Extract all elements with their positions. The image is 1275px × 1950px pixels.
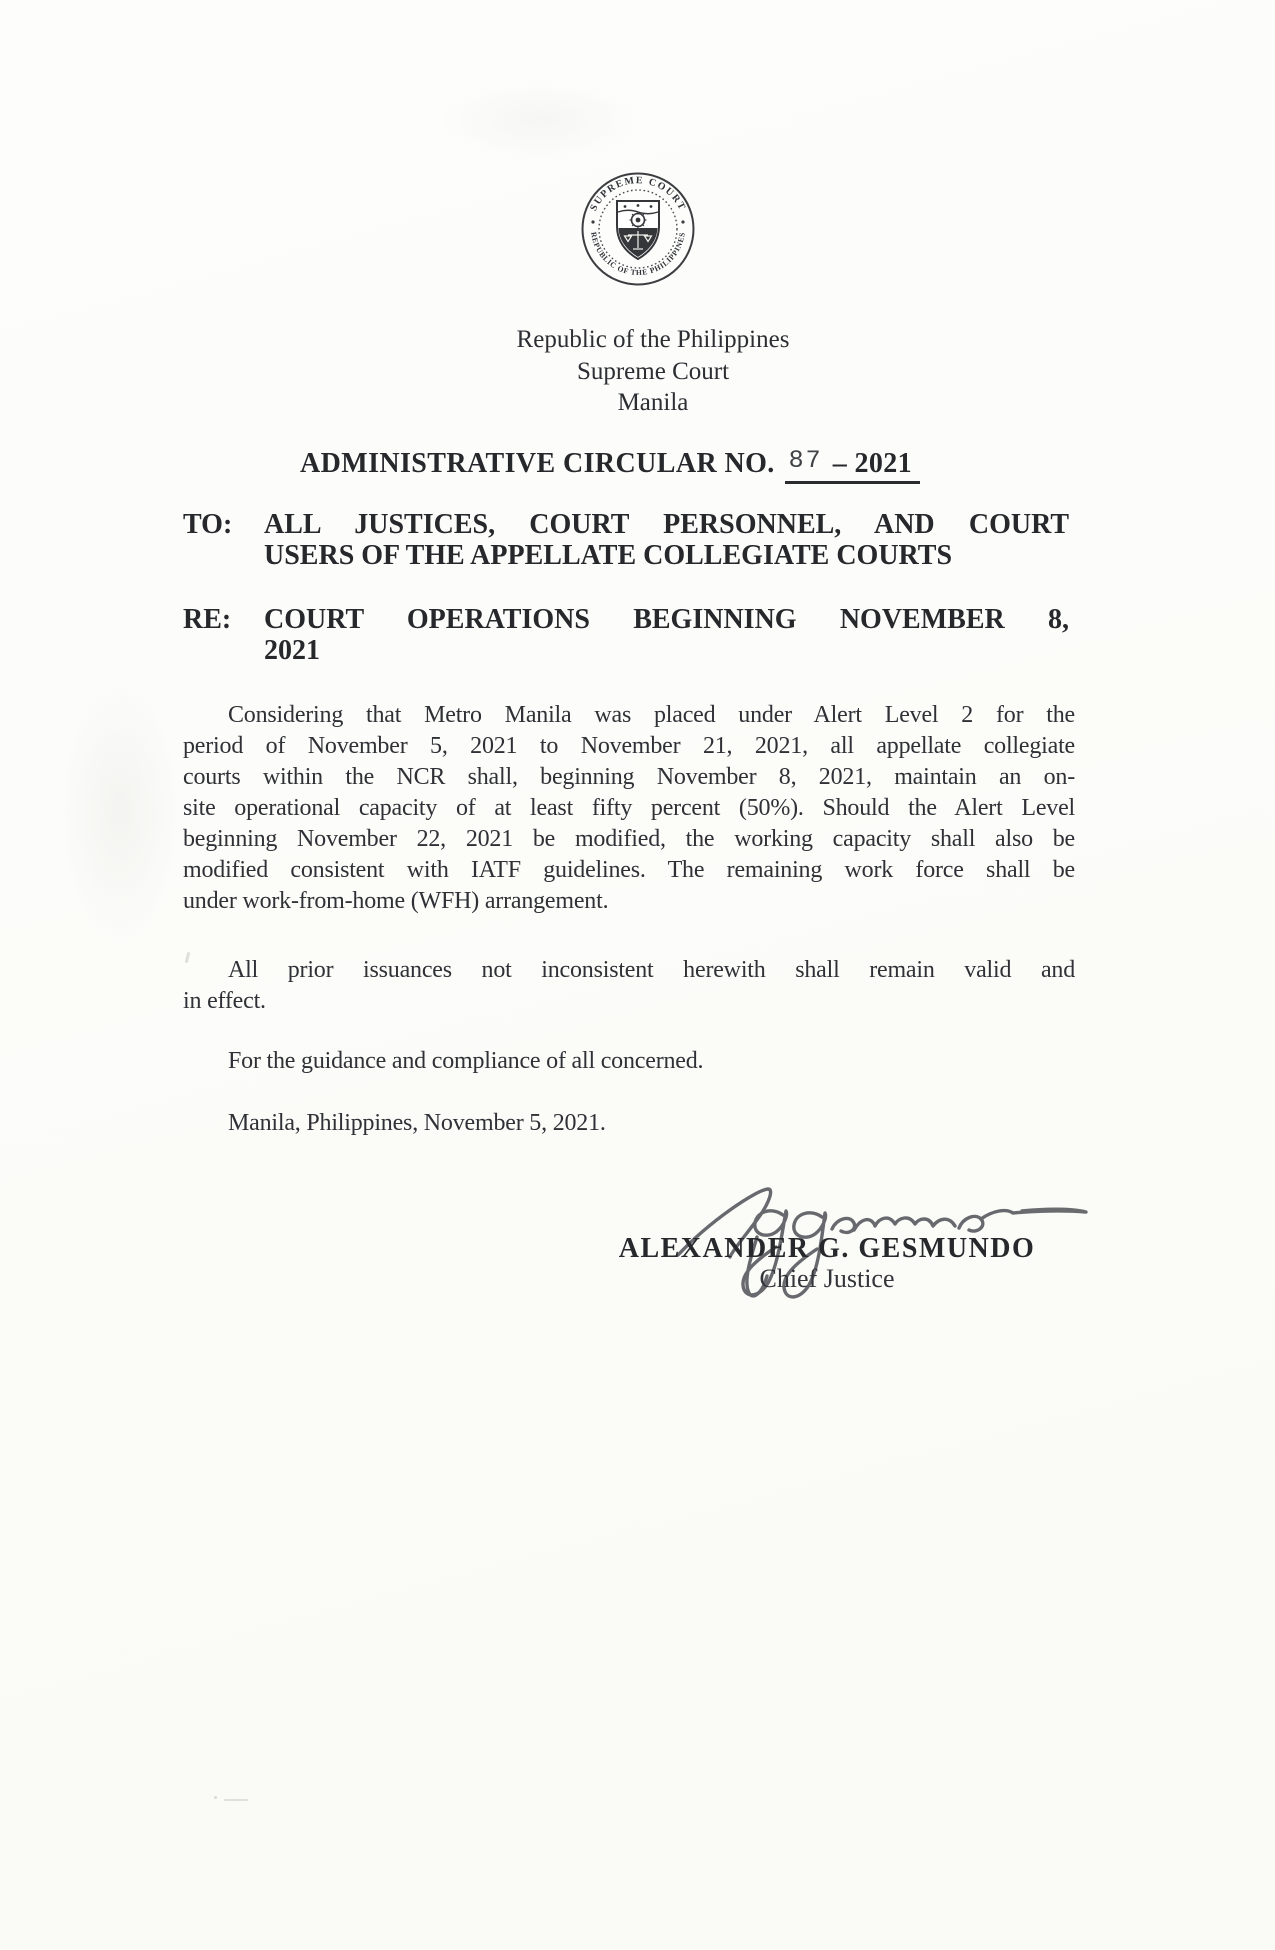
text-line: All prior issuances not inconsistent herewith shall remain valid and bbox=[228, 957, 1075, 983]
circular-number: 87 bbox=[788, 446, 823, 475]
body-paragraph-1 bbox=[183, 700, 1075, 917]
circular-title-label: ADMINISTRATIVE CIRCULAR NO. bbox=[300, 448, 775, 479]
re-label: RE: bbox=[183, 604, 232, 635]
text-line: USERS OF THE APPELLATE COLLEGIATE COURTS bbox=[264, 539, 953, 571]
supreme-court-seal bbox=[580, 170, 696, 288]
re-content bbox=[264, 605, 1069, 666]
signatory-title: Chief Justice bbox=[759, 1264, 895, 1293]
text-line: For the guidance and compliance of all concerned. bbox=[228, 1048, 704, 1074]
text-line: Manila, Philippines, November 5, 2021. bbox=[228, 1110, 606, 1136]
addressee-block bbox=[183, 510, 1069, 571]
signatory-name: ALEXANDER G. GESMUNDO bbox=[618, 1233, 1036, 1264]
text-line: 2021 bbox=[264, 634, 320, 666]
letterhead-city: Manila bbox=[617, 389, 689, 416]
circular-year: – 2021 bbox=[832, 448, 913, 479]
text-line: courts within the NCR shall, beginning November 8, 2021, maintain an on- bbox=[183, 764, 1075, 790]
scan-smudge bbox=[440, 80, 640, 160]
text-line: ALL JUSTICES, COURT PERSONNEL, AND COURT bbox=[264, 509, 1069, 540]
subject-block bbox=[183, 605, 1069, 666]
circular-number-group bbox=[785, 448, 920, 484]
to-content bbox=[264, 510, 1069, 571]
to-label: TO: bbox=[183, 509, 233, 540]
seal-bottom-text: REPUBLIC OF THE PHILIPPINES bbox=[589, 231, 687, 278]
scan-smudge bbox=[60, 680, 180, 940]
text-line: under work-from-home (WFH) arrangement. bbox=[183, 888, 609, 914]
date-line bbox=[183, 1108, 1075, 1139]
text-line: modified consistent with IATF guidelines. The remaining work force shall be bbox=[183, 857, 1075, 883]
seal-sun bbox=[630, 212, 647, 229]
text-line: Considering that Metro Manila was placed under Alert Level 2 for the bbox=[228, 702, 1075, 728]
body-paragraph-3 bbox=[183, 1046, 1075, 1077]
scan-artifact bbox=[224, 1799, 248, 1801]
text-line: period of November 5, 2021 to November 21, 2021, all appellate collegiate bbox=[183, 733, 1075, 759]
letterhead-republic: Republic of the Philippines bbox=[516, 326, 790, 353]
text-line: COURT OPERATIONS BEGINNING NOVEMBER 8, bbox=[264, 604, 1069, 635]
letterhead-court: Supreme Court bbox=[576, 357, 730, 385]
text-line: beginning November 22, 2021 be modified, the working capacity shall also be bbox=[183, 826, 1075, 852]
circular-title bbox=[300, 448, 920, 484]
body-paragraph-2 bbox=[183, 955, 1075, 1017]
seal-top-text: SUPREME COURT bbox=[588, 175, 688, 213]
scan-artifact bbox=[214, 1796, 217, 1799]
text-line: in effect. bbox=[183, 988, 266, 1014]
letterhead bbox=[183, 324, 1123, 419]
text-line: site operational capacity of at least fifty percent (50%). Should the Alert Level bbox=[183, 795, 1075, 821]
